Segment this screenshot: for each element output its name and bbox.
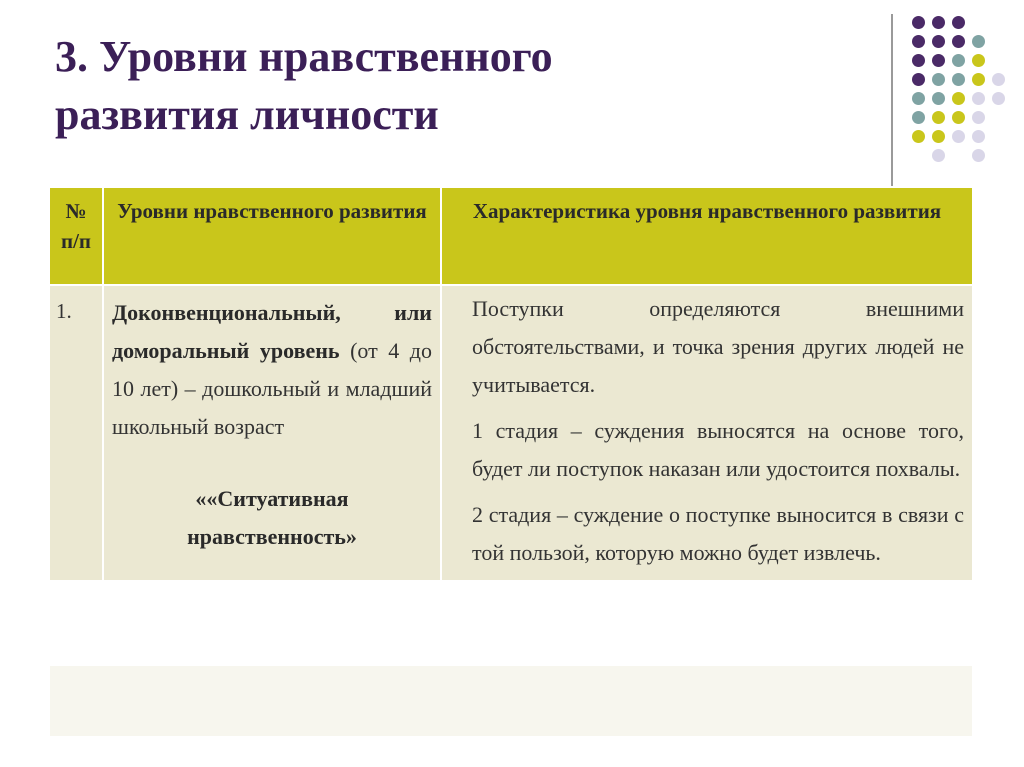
- decorative-dot: [972, 73, 985, 86]
- decorative-dot: [912, 111, 925, 124]
- empty-table-area: [50, 666, 972, 736]
- characteristic-paragraph: Поступки определяются внешними обстоятельствами, и точка зрения других людей не учитывается.: [472, 296, 964, 397]
- decorative-dot: [972, 35, 985, 48]
- decorative-dot: [912, 35, 925, 48]
- levels-table-container: [48, 186, 974, 582]
- row-level: [104, 286, 440, 580]
- decorative-dot: [972, 130, 985, 143]
- decorative-dot: [932, 16, 945, 29]
- decorative-dot: [952, 35, 965, 48]
- decorative-dot: [992, 92, 1005, 105]
- decorative-dot: [932, 54, 945, 67]
- header-num: № п/п: [50, 188, 102, 284]
- level-age: (от 4 до 10 лет) – дошкольный и младший школьный возраст: [112, 338, 433, 439]
- table-header-row: [50, 188, 972, 284]
- decorative-dot: [972, 149, 985, 162]
- decorative-dot: [912, 92, 925, 105]
- decorative-dot: [912, 130, 925, 143]
- decorative-dot: [932, 111, 945, 124]
- header-level: Уровни нравственного развития: [104, 188, 440, 284]
- characteristic-paragraph: 1 стадия – суждения выносятся на основе того, будет ли поступок наказан или удостоится похвалы.: [472, 418, 964, 481]
- decorative-dot: [932, 73, 945, 86]
- decorative-dot: [952, 16, 965, 29]
- decorative-dot: [912, 54, 925, 67]
- levels-table: [48, 186, 974, 582]
- decorative-dot: [952, 111, 965, 124]
- decorative-dot: [932, 35, 945, 48]
- decorative-divider: [891, 14, 893, 186]
- table-row: [50, 286, 972, 580]
- header-characteristic: Характеристика уровня нравственного развития: [442, 188, 972, 284]
- level-description: [112, 294, 432, 446]
- decorative-dot: [912, 16, 925, 29]
- decorative-dot: [972, 54, 985, 67]
- decorative-dot: [952, 92, 965, 105]
- decorative-dot: [972, 111, 985, 124]
- decorative-dot: [932, 130, 945, 143]
- decorative-dot: [972, 92, 985, 105]
- row-num: 1.: [50, 286, 102, 580]
- decorative-dot: [952, 130, 965, 143]
- decorative-dot: [952, 54, 965, 67]
- row-characteristic: [442, 286, 972, 580]
- decorative-dot: [952, 73, 965, 86]
- decorative-dot: [992, 73, 1005, 86]
- characteristic-paragraph: 2 стадия – суждение о поступке выносится в связи с той пользой, которую можно будет извлечь.: [472, 502, 964, 565]
- decorative-dot: [912, 73, 925, 86]
- decorative-dot: [932, 149, 945, 162]
- decorative-dot: [932, 92, 945, 105]
- title-line-2: развития личности: [55, 90, 439, 139]
- title-line-1: 3. Уровни нравственного: [55, 32, 553, 81]
- slide-title: [55, 28, 855, 144]
- level-name: Доконвенциональный, или доморальный уровень: [112, 300, 432, 363]
- level-label: ««Ситуативная нравственность»: [187, 486, 357, 549]
